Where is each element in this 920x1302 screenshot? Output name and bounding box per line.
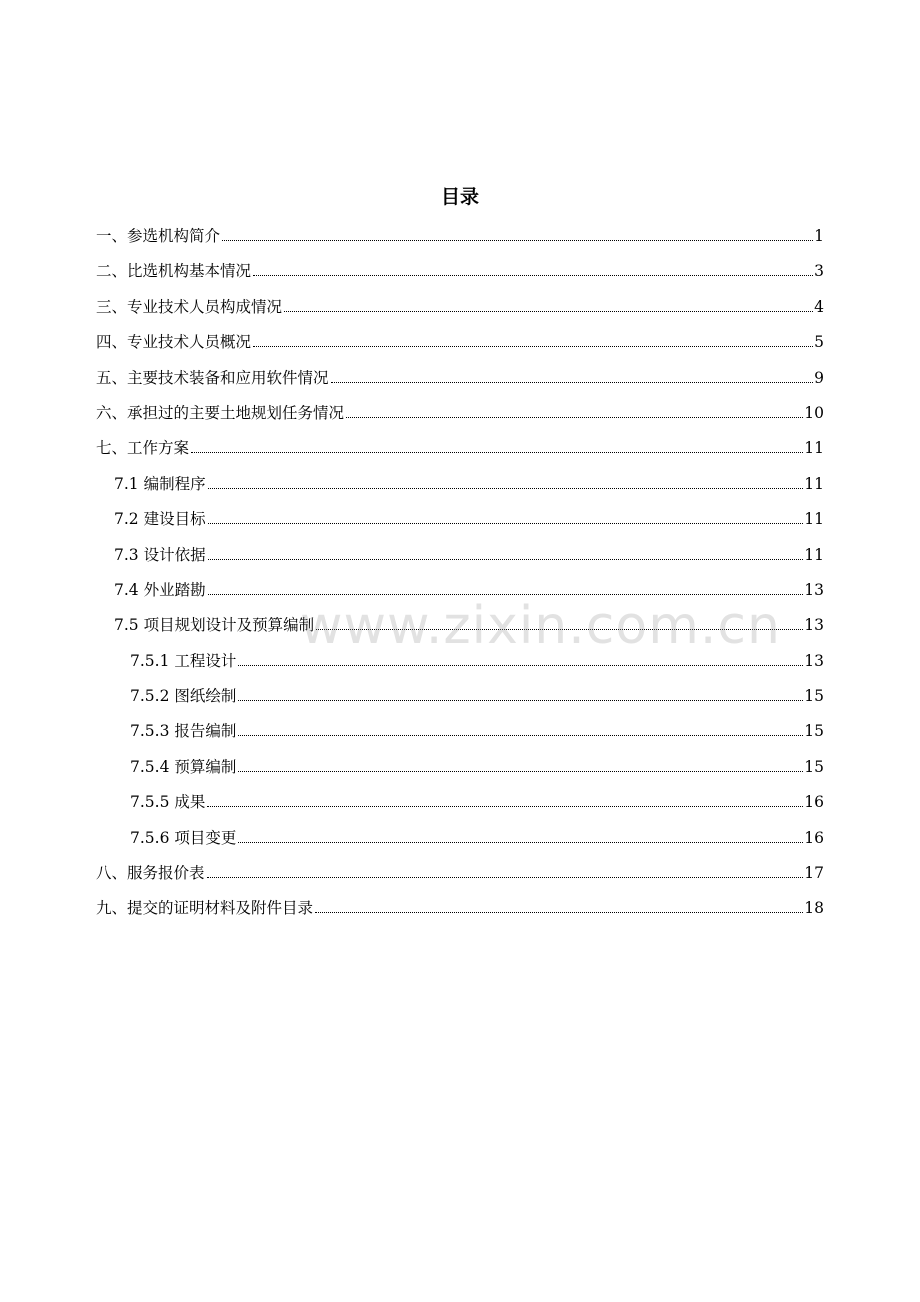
toc-entry[interactable]: [96, 366, 824, 401]
toc-dot-leader: [191, 452, 803, 453]
toc-entry[interactable]: [96, 613, 824, 648]
toc-entry-label: 7.3 设计依据: [114, 545, 206, 564]
toc-entry-page-number: 16: [804, 793, 824, 812]
toc-entry[interactable]: [96, 896, 824, 931]
toc-entry-page-number: 13: [804, 651, 824, 670]
toc-dot-leader: [207, 806, 803, 807]
toc-dot-leader: [238, 700, 803, 701]
toc-entry-page-number: 11: [804, 474, 824, 493]
toc-entry[interactable]: [96, 224, 824, 259]
toc-entry[interactable]: [96, 578, 824, 613]
toc-entry-page-number: 15: [804, 722, 824, 741]
toc-entry-label: 7.5.3 报告编制: [130, 722, 237, 741]
toc-entry-label: 三、专业技术人员构成情况: [96, 297, 283, 316]
toc-entry-page-number: 1: [814, 227, 824, 245]
toc-entry-label: 二、比选机构基本情况: [96, 262, 252, 281]
toc-entry[interactable]: [96, 755, 824, 790]
toc-entry-label: 八、服务报价表: [96, 864, 205, 883]
toc-entry[interactable]: [96, 436, 824, 471]
toc-entry[interactable]: [96, 719, 824, 754]
toc-dot-leader: [208, 594, 804, 595]
table-of-contents: [96, 224, 824, 932]
toc-entry-label: 7.4 外业踏勘: [114, 580, 206, 599]
toc-entry-label: 六、承担过的主要土地规划任务情况: [96, 403, 345, 422]
toc-entry-page-number: 10: [804, 403, 824, 422]
toc-entry-label: 7.5.6 项目变更: [130, 828, 237, 847]
toc-entry-page-number: 5: [814, 333, 824, 352]
toc-entry[interactable]: [96, 826, 824, 861]
toc-entry-label: 7.5.5 成果: [130, 793, 206, 812]
toc-entry-page-number: 11: [804, 510, 824, 529]
toc-entry-label: 7.2 建设目标: [114, 510, 206, 529]
toc-dot-leader: [208, 523, 804, 524]
toc-entry[interactable]: [96, 330, 824, 365]
toc-entry[interactable]: [96, 507, 824, 542]
page-title: 目录: [440, 186, 479, 208]
toc-entry-label: 一、参选机构简介: [96, 227, 221, 245]
toc-entry-page-number: 11: [804, 545, 824, 564]
toc-entry-label: 九、提交的证明材料及附件目录: [96, 899, 314, 918]
toc-entry-page-number: 13: [804, 616, 824, 635]
toc-entry-page-number: 13: [804, 580, 824, 599]
toc-dot-leader: [238, 771, 803, 772]
toc-entry[interactable]: [96, 472, 824, 507]
toc-dot-leader: [316, 629, 803, 630]
toc-entry[interactable]: [96, 649, 824, 684]
toc-entry-page-number: 18: [804, 899, 824, 918]
toc-entry-label: 7.5 项目规划设计及预算编制: [114, 616, 315, 635]
toc-entry[interactable]: [96, 861, 824, 896]
toc-dot-leader: [253, 346, 813, 347]
toc-entry[interactable]: [96, 790, 824, 825]
toc-dot-leader: [346, 417, 803, 418]
toc-entry-label: 7.5.1 工程设计: [130, 651, 237, 670]
toc-dot-leader: [238, 842, 803, 843]
toc-entry-page-number: 17: [804, 864, 824, 883]
toc-entry[interactable]: [96, 295, 824, 330]
toc-dot-leader: [284, 311, 813, 312]
toc-dot-leader: [315, 912, 803, 913]
watermark: www.zixin.com.cn: [300, 596, 781, 656]
toc-dot-leader: [208, 559, 804, 560]
toc-entry-label: 7.1 编制程序: [114, 474, 206, 493]
toc-dot-leader: [238, 735, 803, 736]
toc-entry-page-number: 9: [814, 368, 824, 387]
toc-entry-label: 7.5.4 预算编制: [130, 757, 237, 776]
toc-entry[interactable]: [96, 543, 824, 578]
toc-entry-label: 七、工作方案: [96, 439, 190, 458]
toc-entry-label: 7.5.2 图纸绘制: [130, 687, 237, 706]
toc-entry-page-number: 16: [804, 828, 824, 847]
toc-entry[interactable]: [96, 401, 824, 436]
toc-entry-page-number: 15: [804, 757, 824, 776]
toc-entry-label: 四、专业技术人员概况: [96, 333, 252, 352]
toc-entry[interactable]: [96, 259, 824, 294]
toc-dot-leader: [331, 382, 814, 383]
toc-entry-label: 五、主要技术装备和应用软件情况: [96, 368, 329, 387]
toc-dot-leader: [208, 488, 804, 489]
toc-entry-page-number: 15: [804, 687, 824, 706]
toc-dot-leader: [222, 240, 813, 241]
toc-dot-leader: [238, 665, 803, 666]
toc-entry-page-number: 4: [814, 297, 824, 316]
toc-entry[interactable]: [96, 684, 824, 719]
toc-dot-leader: [253, 275, 813, 276]
toc-entry-page-number: 3: [814, 262, 824, 281]
toc-entry-page-number: 11: [804, 439, 824, 458]
toc-dot-leader: [207, 877, 804, 878]
